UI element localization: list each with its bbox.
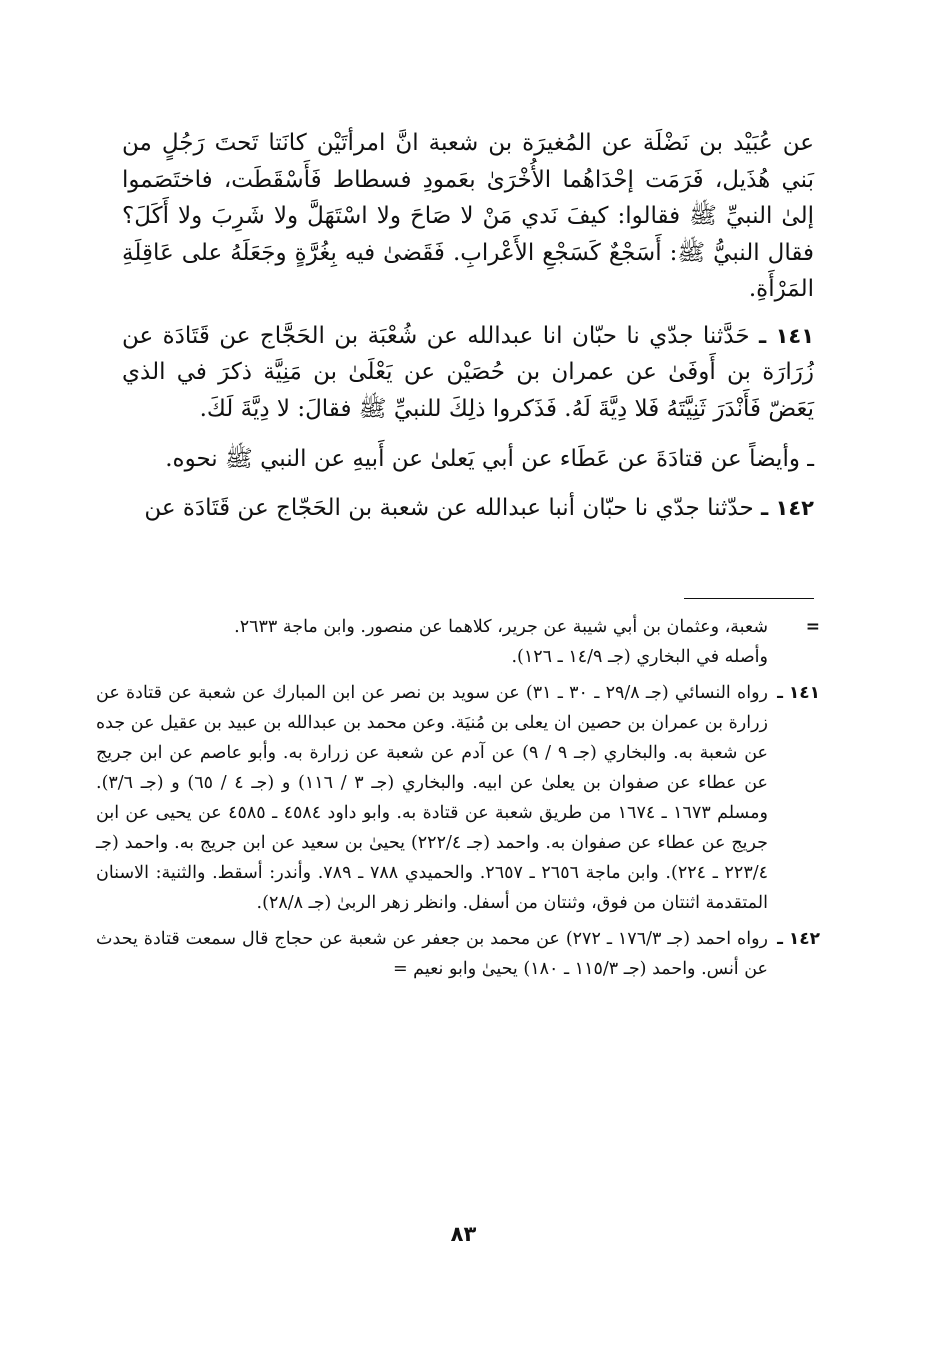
footnote-141-number: ١٤١ ـ xyxy=(777,683,820,703)
footnote-continuation-marker: = xyxy=(805,617,820,637)
footnote-141-text: رواه النسائي (جـ ٢٩/٨ ـ ٣٠ ـ ٣١) عن سويد بن نصر عن ابن المبارك عن شعبة عن قتادة عن زرارة بن عمران بن حصين ان يعلى بن مُنيَة. وعن محمد بن عبدالله بن عبيد بن عقيل عن جده عن شعبة به. والبخاري (جـ ٩ / ٩) عن آدم عن شعبة عن زرارة به. وأبو عاصم عن ابن جريج عن عطاء عن صفوان بن يعلىٰ عن ابيه. والبخاري (جـ ٣ / ١١٦) و (جـ ٤ / ٦٥) و (جـ ٣/٦). ومسلم ١٦٧٣ ـ ١٦٧٤ من طريق شعبة عن قتادة به. وابو داود ٤٥٨٤ ـ ٤٥٨٥ عن يحيى عن ابن جريج عن عطاء عن صفوان به. واحمد (جـ ٢٢٢/٤) يحيىٰ بن سعيد عن ابن جريج به. واحمد (جـ ٢٢٣/٤ ـ ٢٢٤). وابن ماجة ٢٦٥٦ ـ ٢٦٥٧. والحميدي ٧٨٨ ـ ٧٨٩. وأندر: أسقط. والثنية: الاسنان المتقدمة اثنتان من فوق، وثنتان من أسفل. وانظر زهر الربىٰ (جـ ٢٨/٨). xyxy=(96,683,769,913)
hadith-141-number: ١٤١ ـ xyxy=(758,323,815,348)
footnote-142 xyxy=(96,924,820,984)
footnote-line: شعبة، وعثمان بن أبي شيبة عن جرير، كلاهما عن منصور. وابن ماجة ٢٦٣٣. xyxy=(234,617,768,637)
footnotes xyxy=(96,612,820,990)
footnote-142-text: رواه احمد (جـ ١٧٦/٣ ـ ٢٧٢) عن محمد بن جعفر عن شعبة عن حجاج قال سمعت قتادة يحدث عن أنس. واحمد (جـ ١١٥/٣ ـ ١٨٠) يحيىٰ وابو نعيم = xyxy=(96,929,768,979)
hadith-142-text: حدّثنا جدّي نا حبّان أنبا عبدالله عن شعبة بن الحَجّاج عن قَتَادَة عن xyxy=(144,494,754,521)
footnote-continued-body xyxy=(96,612,768,672)
page-number: ٨٣ xyxy=(450,1222,477,1246)
hadith-140-text: عن عُبَيْد بن نَضْلَة عن المُغيرَة بن شعبة انَّ امرأتَيْن كانَتا تَحتَ رَجُلٍ من بَني هُذَيل، فَرَمَت إحْدَاهُما الأُخْرَىٰ بعَمودِ فسطاط فَأَسْقَطَت، فاختَصَموا إلىٰ النبيِّ ﷺ فقالوا: كيفَ نَدي مَنْ لا صَاحَ ولا اسْتَهَلَّ ولا شَرِبَ ولا أَكَلَ؟ فقال النبيُّ ﷺ: أَسَجْعٌ كَسَجْعِ الأَعْرابِ. فَقَضىٰ فيه بِغُرَّةٍ وجَعَلَهُ على عَاقِلَةِ المَرْأَةِ. xyxy=(122,130,814,302)
hadith-142-number: ١٤٢ ـ xyxy=(761,495,814,520)
footnote-142-number: ١٤٢ ـ xyxy=(777,929,820,949)
main-text xyxy=(122,125,814,526)
footnote-141 xyxy=(96,678,820,918)
hadith-142 xyxy=(122,490,814,527)
hadith-141 xyxy=(122,318,814,428)
footnote-divider xyxy=(684,598,814,599)
hadith-141-text: حَدَّثنا جدّي نا حبّان انا عبدالله عن شُعْبَة بن الحَجَّاج عن قَتَادَة عن زُرَارَة بن أَوفَىٰ عن عمران بن حُصَيْن عن يَعْلَىٰ بن مَنِيَّة ذكرَ في الذي يَعَضّ فَأَنْدَرَ ثَنِيَّتَهُ فَلا دِيَّةَ لَهُ. فَذَكروا ذلِكَ للنبيِّ ﷺ فقالَ: لا دِيَّةَ لَكَ. xyxy=(122,322,814,422)
footnote-line: وأصله في البخاري (جـ ١٤/٩ ـ ١٢٦). xyxy=(511,647,768,667)
footnote-continued xyxy=(96,612,820,672)
hadith-141-also: ـ وأيضاً عن قتادَةَ عن عَطَاء عن أبي يَعلىٰ عن أَبيهِ عن النبي ﷺ نحوه. xyxy=(165,446,814,472)
